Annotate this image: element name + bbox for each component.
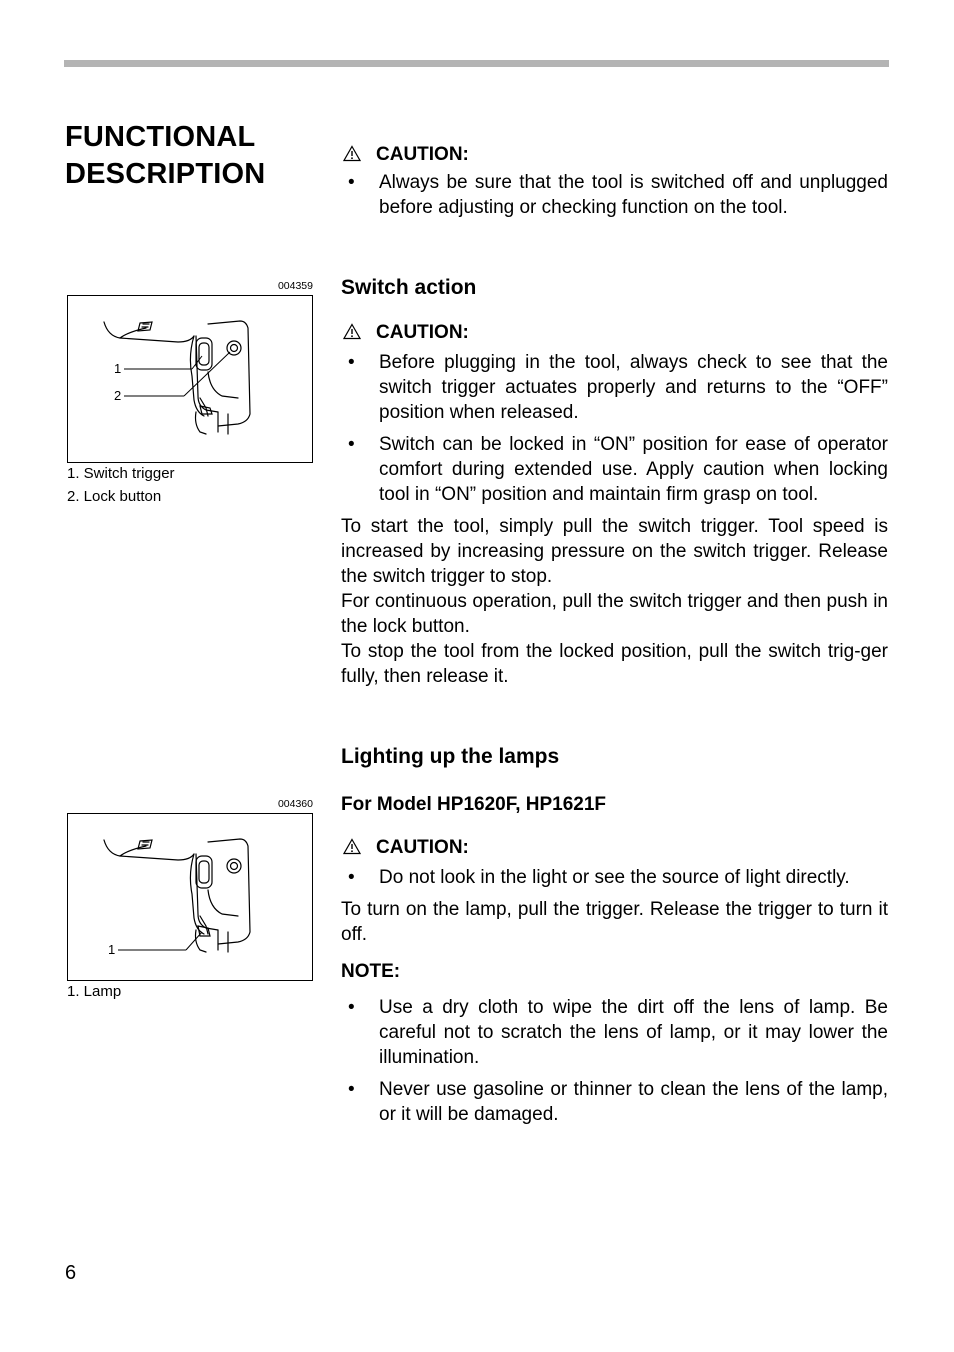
figure-lamp — [67, 798, 313, 1008]
bullet-item — [341, 350, 888, 425]
paragraph: To start the tool, simply pull the switch trigger. Tool speed is increased by increasing pressure on the switch trigger. Release the switch trigger to stop. — [341, 516, 888, 587]
bullet-dot: • — [348, 172, 355, 193]
page-title-line-1: FUNCTIONAL — [65, 121, 256, 153]
caution-label: CAUTION: — [376, 322, 469, 343]
caution-heading — [341, 320, 888, 345]
warning-triangle-icon — [343, 837, 363, 862]
bullet-item — [341, 432, 888, 507]
paragraph: To stop the tool from the locked position, pull the switch trig-ger fully, then release it. — [341, 641, 888, 687]
paragraph: For continuous operation, pull the switch trigger and then push in the lock button. — [341, 591, 888, 637]
figure-code: 004359 — [277, 280, 313, 292]
bullet-dot: • — [348, 352, 355, 373]
figure-frame — [67, 813, 313, 981]
switch-action-section — [341, 275, 888, 689]
bullet-item — [341, 1077, 888, 1127]
note-label: NOTE: — [341, 961, 401, 982]
paragraph: To turn on the lamp, pull the trigger. Release the trigger to turn it off. — [341, 899, 888, 945]
drill-handle-illustration — [68, 814, 312, 980]
bullet-text: Use a dry cloth to wipe the dirt off the lens of lamp. Be careful not to scratch the lens of lamp, or it may lower the illumination. — [379, 997, 888, 1068]
figure-switch — [67, 280, 313, 510]
callout-1: 1 — [114, 361, 122, 376]
caution-label: CAUTION: — [376, 837, 469, 858]
figure-legend — [67, 980, 121, 1003]
model-heading: For Model HP1620F, HP1621F — [341, 794, 607, 815]
warning-triangle-icon — [343, 322, 363, 347]
lamps-heading: Lighting up the lamps — [341, 745, 560, 768]
bullet-item — [341, 865, 888, 890]
legend-item-lamp: 1. Lamp — [67, 983, 122, 1000]
callout-1: 1 — [108, 942, 116, 957]
bullet-text: Do not look in the light or see the source of light directly. — [379, 867, 850, 888]
bullet-text: Never use gasoline or thinner to clean the lens of the lamp, or it will be damaged. — [379, 1079, 888, 1125]
drill-handle-illustration — [68, 296, 312, 462]
intro-caution-section — [341, 142, 888, 220]
bullet-item — [341, 995, 888, 1070]
switch-action-heading: Switch action — [341, 276, 477, 299]
callout-2: 2 — [114, 388, 122, 403]
legend-item-lock-button: 2. Lock button — [67, 488, 162, 505]
bullet-text: Always be sure that the tool is switched off and unplugged before adjusting or checking function on the tool. — [379, 172, 888, 218]
legend-item-switch-trigger: 1. Switch trigger — [67, 465, 175, 482]
top-rule — [64, 60, 889, 67]
caution-label: CAUTION: — [376, 144, 469, 165]
bullet-text: Switch can be locked in “ON” position for ease of operator comfort during extended use. Apply caution when locking tool in “ON” position and maintain firm grasp on tool. — [379, 434, 888, 505]
caution-heading — [341, 142, 888, 167]
page-title-line-2: DESCRIPTION — [65, 158, 266, 190]
bullet-dot: • — [348, 434, 355, 455]
figure-legend — [67, 462, 175, 508]
page-title — [65, 119, 265, 193]
figure-frame — [67, 295, 313, 463]
caution-heading — [341, 835, 888, 860]
warning-triangle-icon — [343, 144, 363, 169]
bullet-dot: • — [348, 867, 355, 888]
bullet-item — [341, 170, 888, 220]
lamps-section — [341, 744, 888, 1127]
page-number: 6 — [65, 1262, 77, 1284]
bullet-dot: • — [348, 1079, 355, 1100]
bullet-text: Before plugging in the tool, always check to see that the switch trigger actuates properly and returns to the “OFF” position when released. — [379, 352, 888, 423]
figure-code: 004360 — [277, 798, 313, 810]
bullet-dot: • — [348, 997, 355, 1018]
